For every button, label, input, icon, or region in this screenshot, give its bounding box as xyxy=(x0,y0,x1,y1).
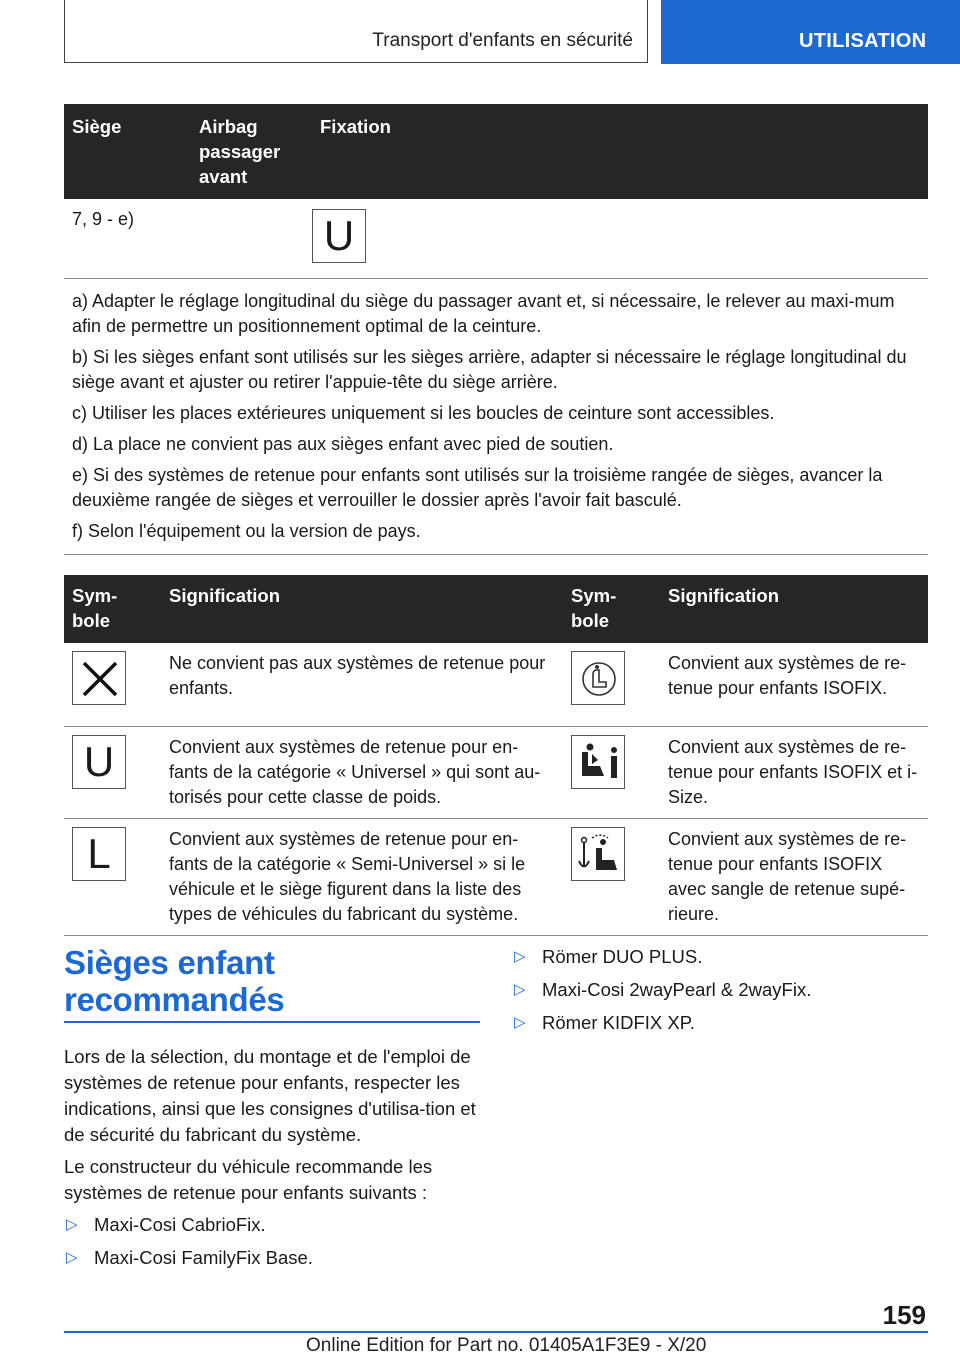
footnote-e: e) Si des systèmes de retenue pour enfants sont utilisés sur la troisième rangée de sièges, avancer la deuxième rangée de sièges et verrouiller le dossier après l'avoir fait basculé. xyxy=(72,465,883,510)
bullet-triangle-icon: ▷ xyxy=(514,981,526,998)
isofix-icon xyxy=(571,651,625,705)
bullet-triangle-icon: ▷ xyxy=(66,1249,78,1266)
list-item: ▷ Römer DUO PLUS. xyxy=(512,944,928,970)
universal-symbol-icon: U xyxy=(312,209,366,263)
footnote-f: f) Selon l'équipement ou la version de pays. xyxy=(72,521,421,541)
footnote-b: b) Si les sièges enfant sont utilisés sur les sièges arrière, adapter si nécessaire le réglage longitudinal du siège avant et ajuster ou retirer l'appuie-tête du siège arrière. xyxy=(72,347,907,392)
chapter-tab[interactable] xyxy=(661,0,960,64)
meaning-cell: Convient aux systèmes de re-tenue pour enfants ISOFIX. xyxy=(660,643,928,727)
recommend-paragraph: Le constructeur du véhicule recommande les systèmes de retenue pour enfants suivants : xyxy=(64,1156,433,1203)
meaning-cell: Convient aux systèmes de retenue pour en-fants de la catégorie « Semi-Universel » si le véhicule et le siège figurent dans la liste des types de véhicules du fabricant du système. xyxy=(161,819,563,936)
meaning-cell: Convient aux systèmes de re-tenue pour enfants ISOFIX et i-Size. xyxy=(660,727,928,819)
list-item: ▷ Maxi-Cosi 2wayPearl & 2wayFix. xyxy=(512,977,928,1003)
isofix-tether-icon xyxy=(571,827,625,881)
col-header-symbol-right: Sym-bole xyxy=(563,575,660,643)
col-header-fixation: Fixation xyxy=(312,104,928,199)
header-box xyxy=(64,0,648,63)
list-item: ▷ Römer KIDFIX XP. xyxy=(512,1010,928,1036)
col-header-airbag: Airbag passager avant xyxy=(191,104,312,199)
footnotes xyxy=(64,279,928,555)
table-row xyxy=(64,643,928,727)
edition-footer: Online Edition for Part no. 01405A1F3E9 - X/20 xyxy=(306,1335,707,1356)
intro-paragraph: Lors de la sélection, du montage et de l'emploi de systèmes de retenue pour enfants, respecter les indications, ainsi que les consignes d'utilisa-tion et de sécurité du fabricant du système. xyxy=(64,1046,476,1145)
seat-table xyxy=(64,104,928,555)
seat-cell: 7, 9 - e) xyxy=(64,199,191,279)
meaning-cell: Convient aux systèmes de re-tenue pour enfants ISOFIX avec sangle de retenue supé-rieure. xyxy=(660,819,928,936)
footer-rule xyxy=(64,1331,928,1333)
table-row xyxy=(64,199,928,279)
col-header-meaning-left: Signification xyxy=(161,575,563,643)
bullet-triangle-icon: ▷ xyxy=(514,948,526,965)
right-column xyxy=(512,944,928,1043)
symbol-table xyxy=(64,575,928,936)
section-title: Transport d'enfants en sécurité xyxy=(372,30,633,51)
section-heading: Sièges enfant recommandés xyxy=(64,944,285,1018)
col-header-symbol-left: Sym-bole xyxy=(64,575,161,643)
isofix-isize-icon xyxy=(571,735,625,789)
x-cross-icon xyxy=(72,651,126,705)
bullet-triangle-icon: ▷ xyxy=(66,1216,78,1233)
list-item: ▷ Maxi-Cosi CabrioFix. xyxy=(64,1212,480,1238)
left-column xyxy=(64,1044,480,1278)
table-row xyxy=(64,727,928,819)
footnote-d: d) La place ne convient pas aux sièges enfant avec pied de soutien. xyxy=(72,434,614,454)
footnote-c: c) Utiliser les places extérieures uniquement si les boucles de ceinture sont accessibles. xyxy=(72,403,775,423)
meaning-cell: Convient aux systèmes de retenue pour en-fants de la catégorie « Universel » qui sont au-torisés pour cette classe de poids. xyxy=(161,727,563,819)
page-number: 159 xyxy=(882,1300,926,1330)
bullet-triangle-icon: ▷ xyxy=(514,1014,526,1031)
universal-symbol-icon: U xyxy=(72,735,126,789)
semi-universal-symbol-icon: L xyxy=(72,827,126,881)
col-header-seat: Siège xyxy=(64,104,191,199)
list-item: ▷ Maxi-Cosi FamilyFix Base. xyxy=(64,1245,480,1271)
heading-rule xyxy=(64,1021,480,1023)
chapter-tab-label: UTILISATION xyxy=(799,30,927,52)
footnote-a: a) Adapter le réglage longitudinal du siège du passager avant et, si nécessaire, le relever au maxi-mum afin de permettre un positionnement optimal de la ceinture. xyxy=(72,291,895,336)
col-header-meaning-right: Signification xyxy=(660,575,928,643)
meaning-cell: Ne convient pas aux systèmes de retenue pour enfants. xyxy=(161,643,563,727)
table-row xyxy=(64,819,928,936)
